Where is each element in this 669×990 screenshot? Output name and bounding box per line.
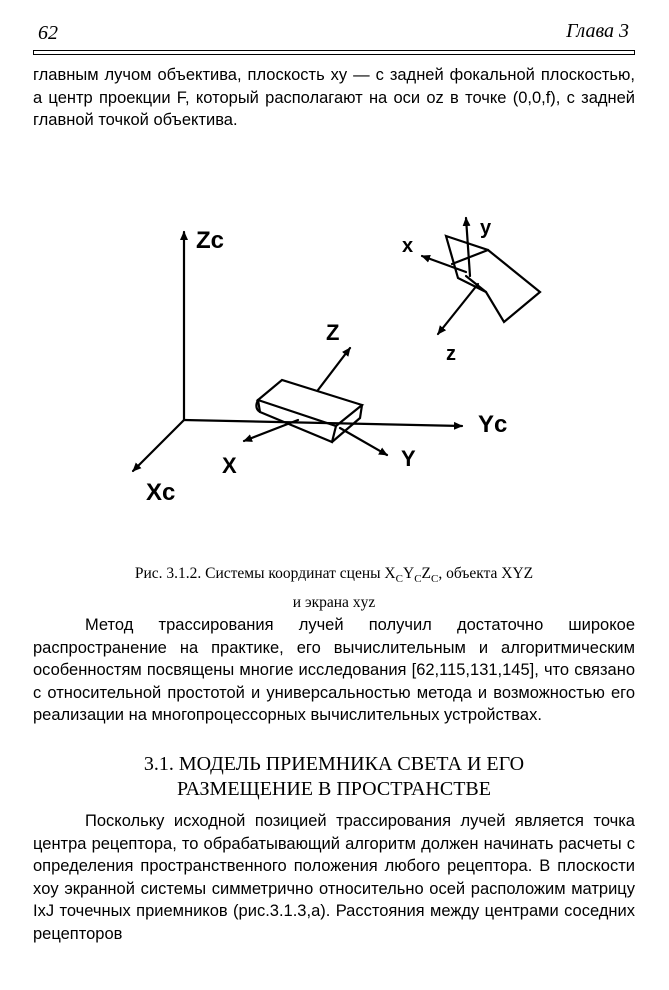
caption-prefix: Рис. 3.1.2. Системы координат сцены X xyxy=(134,565,396,582)
chapter-title: Глава 3 xyxy=(566,20,629,42)
section-heading-line-2: РАЗМЕЩЕНИЕ В ПРОСТРАНСТВЕ xyxy=(177,778,491,800)
caption-sub-2: C xyxy=(414,573,422,586)
header-rule xyxy=(33,50,635,55)
page-number: 62 xyxy=(38,22,58,44)
method-paragraph: Метод трассирования лучей получил достаточно широкое распространение на практике, его вычислительным и алгоритмическим особенностям посвящены многие исследования [62,115,131,145], что связано с относительной простотой и универсальностью метода и возможностью его реализации на многопроцессорных вычислительных устройствах. xyxy=(33,616,635,724)
object-y-axis xyxy=(340,428,387,455)
caption-line-1 xyxy=(33,562,635,591)
label-scene-z: Zc xyxy=(196,227,225,254)
label-scene-x: Xc xyxy=(146,479,176,506)
label-screen-y: y xyxy=(480,217,492,239)
label-object-z: Z xyxy=(326,320,340,345)
figure-caption xyxy=(33,562,635,615)
object-z-axis xyxy=(318,348,350,390)
section-heading-line-1: 3.1. МОДЕЛЬ ПРИЕМНИКА СВЕТА И ЕГО xyxy=(143,753,525,775)
label-screen-x: x xyxy=(402,235,414,257)
screen-plane xyxy=(446,236,540,322)
caption-suffix: , объекта XYZ xyxy=(438,565,534,582)
caption-sub-3: C xyxy=(431,573,439,586)
coordinate-systems-figure xyxy=(0,180,669,520)
screen-x-axis xyxy=(422,256,466,272)
intro-paragraph: главным лучом объектива, плоскость xy — с задней фокальной плоскостью, а центр проекции F, который располагают на оси oz в точке (0,0,f), с задней главной точкой объектива. xyxy=(33,66,635,129)
label-scene-y: Yc xyxy=(478,411,508,438)
label-object-y: Y xyxy=(401,446,416,471)
section-heading xyxy=(33,752,635,802)
receptor-paragraph: Поскольку исходной позицией трассирования лучей является точка центра рецептора, то обрабатывающий алгоритм должен начинать расчеты с определения пространственного положения любого рецептора. В плоскости xoy экранной системы симметрично относительно осей расположим матрицу IxJ точечных приемников (рис.3.1.3,а). Расстояния между центрами соседних рецепторов xyxy=(33,812,635,943)
caption-y-letter: Y xyxy=(402,565,415,582)
caption-z-letter: Z xyxy=(421,565,431,582)
screen-y-axis xyxy=(466,218,470,276)
label-object-x: X xyxy=(222,453,237,478)
scene-x-axis xyxy=(133,420,184,471)
page-header xyxy=(38,22,629,46)
screen-z-axis xyxy=(438,284,478,334)
caption-line-2: и экрана xyz xyxy=(292,594,376,612)
object-x-axis xyxy=(244,420,298,441)
caption-sub-1: C xyxy=(395,573,403,586)
label-screen-z: z xyxy=(446,343,456,365)
